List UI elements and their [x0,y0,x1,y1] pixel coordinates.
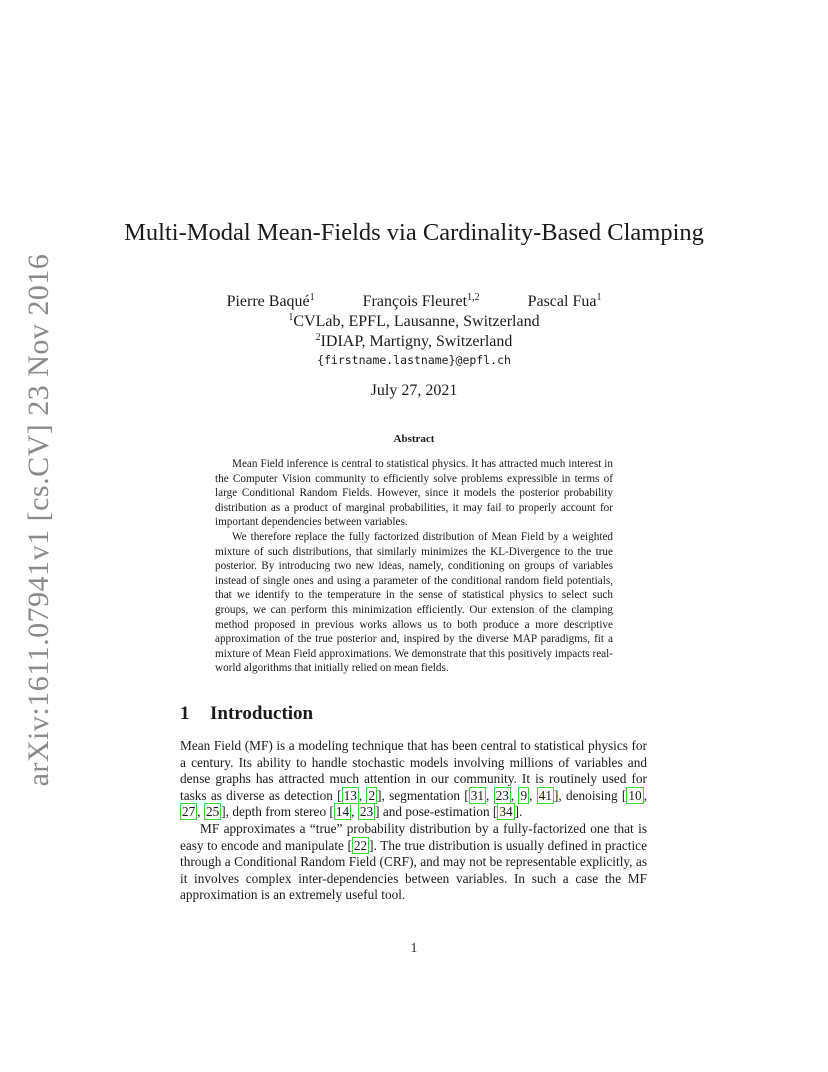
body-paragraph: Mean Field (MF) is a modeling technique that has been central to statistical physics for a century. Its ability to handle stochastic models involving millions of variables and dense graphs has attracted much attention in our community. It is routinely used for tasks as diverse as detection [ 13 , 2 ], segmentation [ 31 , 23 , 9 , 41 ], denoising [ 10 , 27 , 25 ], depth from stereo [ 14 , 23 ] and pose-estimation [ 34 ]. [180,738,647,820]
arxiv-side-label [19,0,59,1072]
paper-title: Multi-Modal Mean-Fields via Cardinality-Based Clamping [124,219,704,246]
citation-link[interactable]: 9 [520,787,528,803]
affiliation: $^2$IDIAP, Martigny, Switzerland [315,332,513,350]
author-email: {firstname.lastname}@epfl.ch [317,353,511,367]
arxiv-identifier: arXiv:1611.07941v1 [cs.CV] 23 Nov 2016 [22,253,55,787]
introduction-body [180,738,647,904]
author: François Fleuret$^{1,2}$ [362,292,480,310]
citation-link[interactable]: 23 [359,804,374,820]
citation-link[interactable]: 22 [353,837,368,853]
citation-link[interactable]: 31 [470,787,484,803]
citation-link[interactable]: 10 [628,787,642,803]
body-paragraph: MF approximates a “true” probability distribution by a fully-factorized one that is easy to encode and manipulate [ 22 ]. The true distribution is usually defined in practice through a Conditional Random Field (CRF), and may not be representable explicitly, as it involves complex inter-dependencies between variables. In such a case the MF approximation is an extremely useful tool. [180,820,647,903]
affiliation: $^1$CVLab, EPFL, Lausanne, Switzerland [288,312,540,330]
citation-link[interactable]: 14 [335,804,350,820]
section-number: 1 [180,703,190,724]
citation-link[interactable]: 13 [343,787,357,803]
abstract-paragraph: We therefore replace the fully factorized distribution of Mean Field by a weighted mixture of such distributions, that similarly minimizes the KL-Divergence to the true posterior. By introducing two new ideas, namely, conditioning on groups of variables instead of single ones and using a parameter of the conditional random field potentials, that we identify to the temperature in the sense of statistical physics to select such groups, we can perform this minimization efficiently. Our extension of the clamping method proposed in previous works allows us to both produce a more descriptive approximation of the true posterior and, inspired by the diverse MAP paradigms, fit a mixture of Mean Field approximations. We demonstrate that this positively impacts real-world algorithms that initially relied on mean fields. [215,530,613,675]
citation-link[interactable]: 41 [538,787,552,803]
section-heading [180,703,313,725]
page-number: 1 [410,940,418,955]
section-title: Introduction [210,703,314,724]
author: Pierre Baqué$^1$ [226,292,315,310]
author: Pascal Fua$^1$ [527,292,602,310]
abstract-paragraph: Mean Field inference is central to statistical physics. It has attracted much interest in the Computer Vision community to efficiently solve problems expressible in terms of large Conditional Random Fields. However, since it models the posterior probability distribution as a product of marginal probabilities, it may fail to properly account for important dependencies between variables. [215,458,613,529]
citation-link[interactable]: 23 [495,787,509,803]
paper-date: July 27, 2021 [370,382,458,399]
citation-link[interactable]: 2 [368,787,376,803]
citation-link[interactable]: 34 [499,804,513,820]
abstract-heading: Abstract [393,433,435,445]
abstract [215,457,613,676]
citation-link[interactable]: 25 [205,804,220,820]
citation-link[interactable]: 27 [182,804,196,820]
author-list [120,292,708,312]
